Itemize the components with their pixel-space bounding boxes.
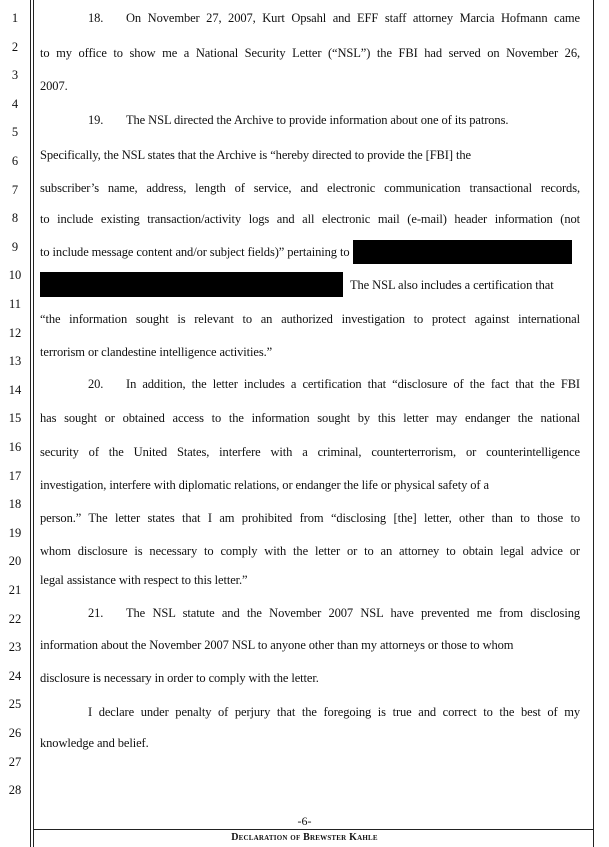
text-line: to include existing transaction/activity logs and all electronic mail (e-mail) header information (not <box>40 212 580 226</box>
line-number: 12 <box>8 325 22 340</box>
line-number: 5 <box>11 125 19 140</box>
line-number: 4 <box>11 96 19 111</box>
line-number: 24 <box>8 668 22 683</box>
line-number: 14 <box>8 382 22 397</box>
text-line: terrorism or clandestine intelligence activities.” <box>40 345 273 359</box>
line-number: 9 <box>11 239 19 254</box>
text-line: to my office to show me a National Security Letter (“NSL”) the FBI had served on November 26, <box>40 46 580 60</box>
text-line: disclosure is necessary in order to comply with the letter. <box>40 671 319 685</box>
line-number: 2 <box>11 39 19 54</box>
line-number: 25 <box>8 697 22 712</box>
text-line: investigation, interfere with diplomatic relations, or endanger the life or physical safety of a <box>40 478 489 492</box>
line-number: 18 <box>8 497 22 512</box>
line-number: 10 <box>8 268 22 283</box>
text-line: The NSL directed the Archive to provide information about one of its patrons. <box>126 113 509 127</box>
line-number: 20 <box>8 554 22 569</box>
line-number: 16 <box>8 440 22 454</box>
paragraph-number: 18. <box>88 11 104 25</box>
line-number: 22 <box>8 611 22 626</box>
footer-title: Declaration of Brewster Kahle <box>231 832 378 843</box>
paragraph-number: 21. <box>88 606 104 620</box>
text-line: I declare under penalty of perjury that the foregoing is true and correct to the best of my <box>88 705 580 719</box>
text-line: The NSL statute and the November 2007 NSL have prevented me from disclosing <box>126 606 580 620</box>
line-number: 15 <box>8 411 22 426</box>
left-margin-rule-inner <box>33 0 34 847</box>
redaction-block <box>40 272 343 297</box>
text-line: “the information sought is relevant to an authorized investigation to protect against international <box>40 312 580 326</box>
line-number: 23 <box>8 640 22 655</box>
right-margin-rule <box>593 0 594 847</box>
line-number: 17 <box>8 468 22 483</box>
line-number: 13 <box>8 354 22 369</box>
footer-rule <box>33 829 593 830</box>
redaction-block <box>353 240 572 264</box>
line-number: 11 <box>8 297 22 311</box>
line-number: 21 <box>8 583 22 597</box>
text-line: information about the November 2007 NSL to anyone other than my attorneys or those to whom <box>40 638 514 652</box>
text-line: subscriber’s name, address, length of service, and electronic communication transactional records, <box>40 181 580 195</box>
text-line: Specifically, the NSL states that the Archive is “hereby directed to provide the [FBI] the <box>40 148 471 162</box>
text-line: knowledge and belief. <box>40 736 149 750</box>
line-number: 27 <box>8 754 22 769</box>
text-line: whom disclosure is necessary to comply with the letter or to an attorney to obtain legal advice or <box>40 544 580 558</box>
text-line: In addition, the letter includes a certification that “disclosure of the fact that the FBI <box>126 377 580 391</box>
line-number: 1 <box>11 11 19 25</box>
page-number: -6- <box>297 814 312 828</box>
paragraph-number: 19. <box>88 113 104 127</box>
text-line: security of the United States, interfere with a criminal, counterterrorism, or counterintelligence <box>40 445 580 459</box>
text-line: On November 27, 2007, Kurt Opsahl and EFF staff attorney Marcia Hofmann came <box>126 11 580 25</box>
paragraph-number: 20. <box>88 377 104 391</box>
line-number: 7 <box>11 182 19 197</box>
line-number: 19 <box>8 525 22 540</box>
text-line: The NSL also includes a certification that <box>350 278 554 292</box>
left-margin-rule <box>30 0 31 847</box>
line-number: 26 <box>8 726 22 740</box>
line-number: 3 <box>11 68 19 83</box>
text-line: 2007. <box>40 79 68 93</box>
text-line: to include message content and/or subject fields)” pertaining to <box>40 245 350 259</box>
text-line: has sought or obtained access to the information sought by this letter may endanger the national <box>40 411 580 425</box>
line-number: 8 <box>11 211 19 226</box>
text-line: legal assistance with respect to this letter.” <box>40 573 248 587</box>
line-number: 6 <box>11 154 19 168</box>
line-number: 28 <box>8 783 22 798</box>
text-line: person.” The letter states that I am prohibited from “disclosing [the] letter, other than to those to <box>40 511 580 525</box>
